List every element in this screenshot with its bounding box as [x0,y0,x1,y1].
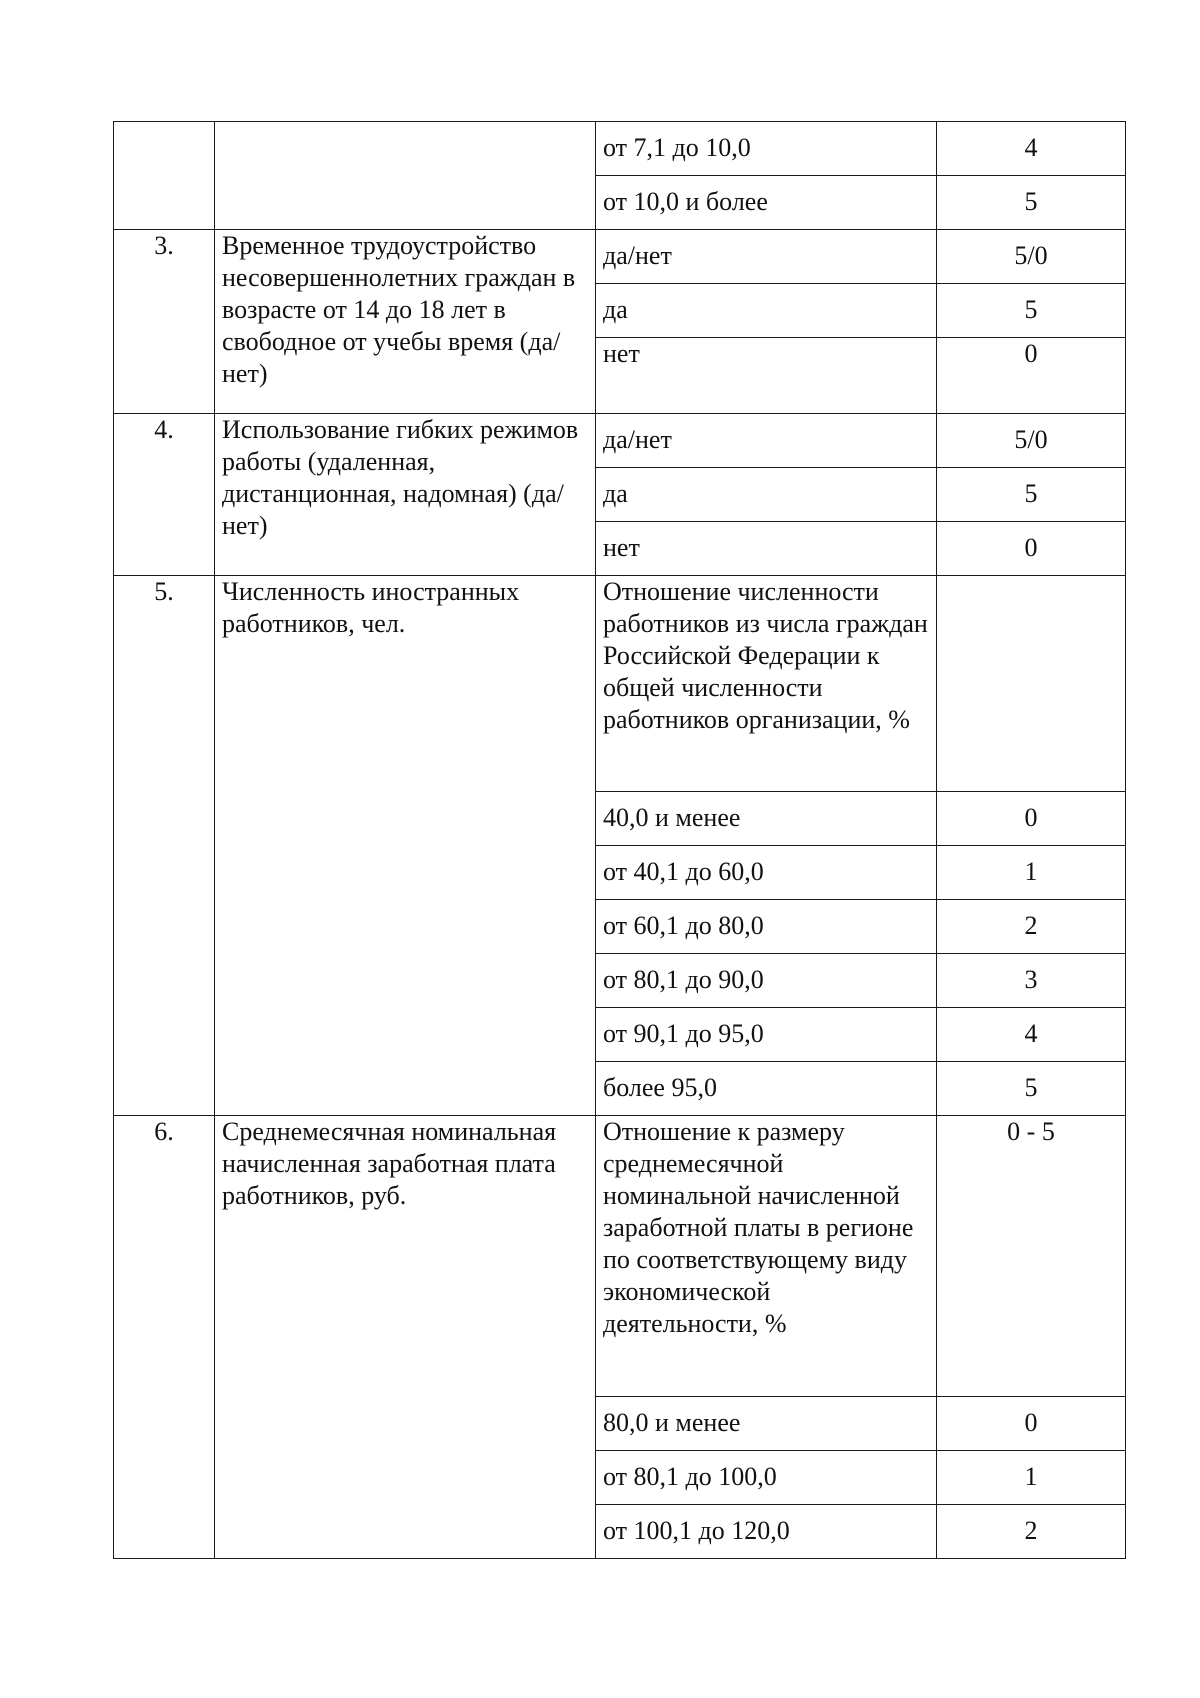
criterion-cell: да [596,468,937,522]
criterion-cell: 80,0 и менее [596,1397,937,1451]
criterion-cell: Отношение к размеру среднемесячной номинальной начисленной заработной платы в регионе по соответствующему виду экономической деятельности, % [596,1116,937,1397]
table-row [114,230,1126,284]
criterion-cell: 40,0 и менее [596,792,937,846]
item-number-cell [114,122,215,230]
item-number-cell: 3. [114,230,215,414]
indicator-name-cell: Использование гибких режимов работы (удаленная, дистанционная, надомная) (да/нет) [215,414,596,576]
score-cell: 0 [937,338,1126,414]
score-cell: 1 [937,1451,1126,1505]
criterion-cell: нет [596,338,937,414]
score-cell: 2 [937,900,1126,954]
table-row [114,576,1126,792]
criterion-cell: да [596,284,937,338]
score-cell: 0 [937,792,1126,846]
table-row [114,414,1126,468]
scoring-table [113,121,1126,1559]
score-cell: 5 [937,1062,1126,1116]
score-cell: 4 [937,122,1126,176]
item-number-cell: 5. [114,576,215,1116]
criterion-cell: от 80,1 до 90,0 [596,954,937,1008]
criterion-cell: да/нет [596,230,937,284]
criterion-cell: более 95,0 [596,1062,937,1116]
table-row [114,122,1126,176]
score-cell: 0 - 5 [937,1116,1126,1397]
score-cell: 5 [937,176,1126,230]
score-cell: 5 [937,468,1126,522]
score-cell: 1 [937,846,1126,900]
criterion-cell: да/нет [596,414,937,468]
item-number-cell: 6. [114,1116,215,1559]
score-cell: 2 [937,1505,1126,1559]
criterion-cell: от 7,1 до 10,0 [596,122,937,176]
indicator-name-cell: Среднемесячная номинальная начисленная заработная плата работников, руб. [215,1116,596,1559]
indicator-name-cell [215,122,596,230]
criterion-cell: от 90,1 до 95,0 [596,1008,937,1062]
score-cell: 0 [937,1397,1126,1451]
criterion-cell: от 80,1 до 100,0 [596,1451,937,1505]
score-cell: 0 [937,522,1126,576]
score-cell: 3 [937,954,1126,1008]
score-cell: 4 [937,1008,1126,1062]
score-cell: 5/0 [937,414,1126,468]
item-number-cell: 4. [114,414,215,576]
criterion-cell: от 60,1 до 80,0 [596,900,937,954]
score-cell: 5 [937,284,1126,338]
criterion-cell: Отношение численности работников из числа граждан Российской Федерации к общей численности работников организации, % [596,576,937,792]
criterion-cell: от 10,0 и более [596,176,937,230]
indicator-name-cell: Временное трудоустройство несовершеннолетних граждан в возрасте от 14 до 18 лет в свободное от учебы время (да/нет) [215,230,596,414]
criterion-cell: от 100,1 до 120,0 [596,1505,937,1559]
score-cell: 5/0 [937,230,1126,284]
indicator-name-cell: Численность иностранных работников, чел. [215,576,596,1116]
criterion-cell: от 40,1 до 60,0 [596,846,937,900]
criterion-cell: нет [596,522,937,576]
score-cell [937,576,1126,792]
table-row [114,1116,1126,1397]
